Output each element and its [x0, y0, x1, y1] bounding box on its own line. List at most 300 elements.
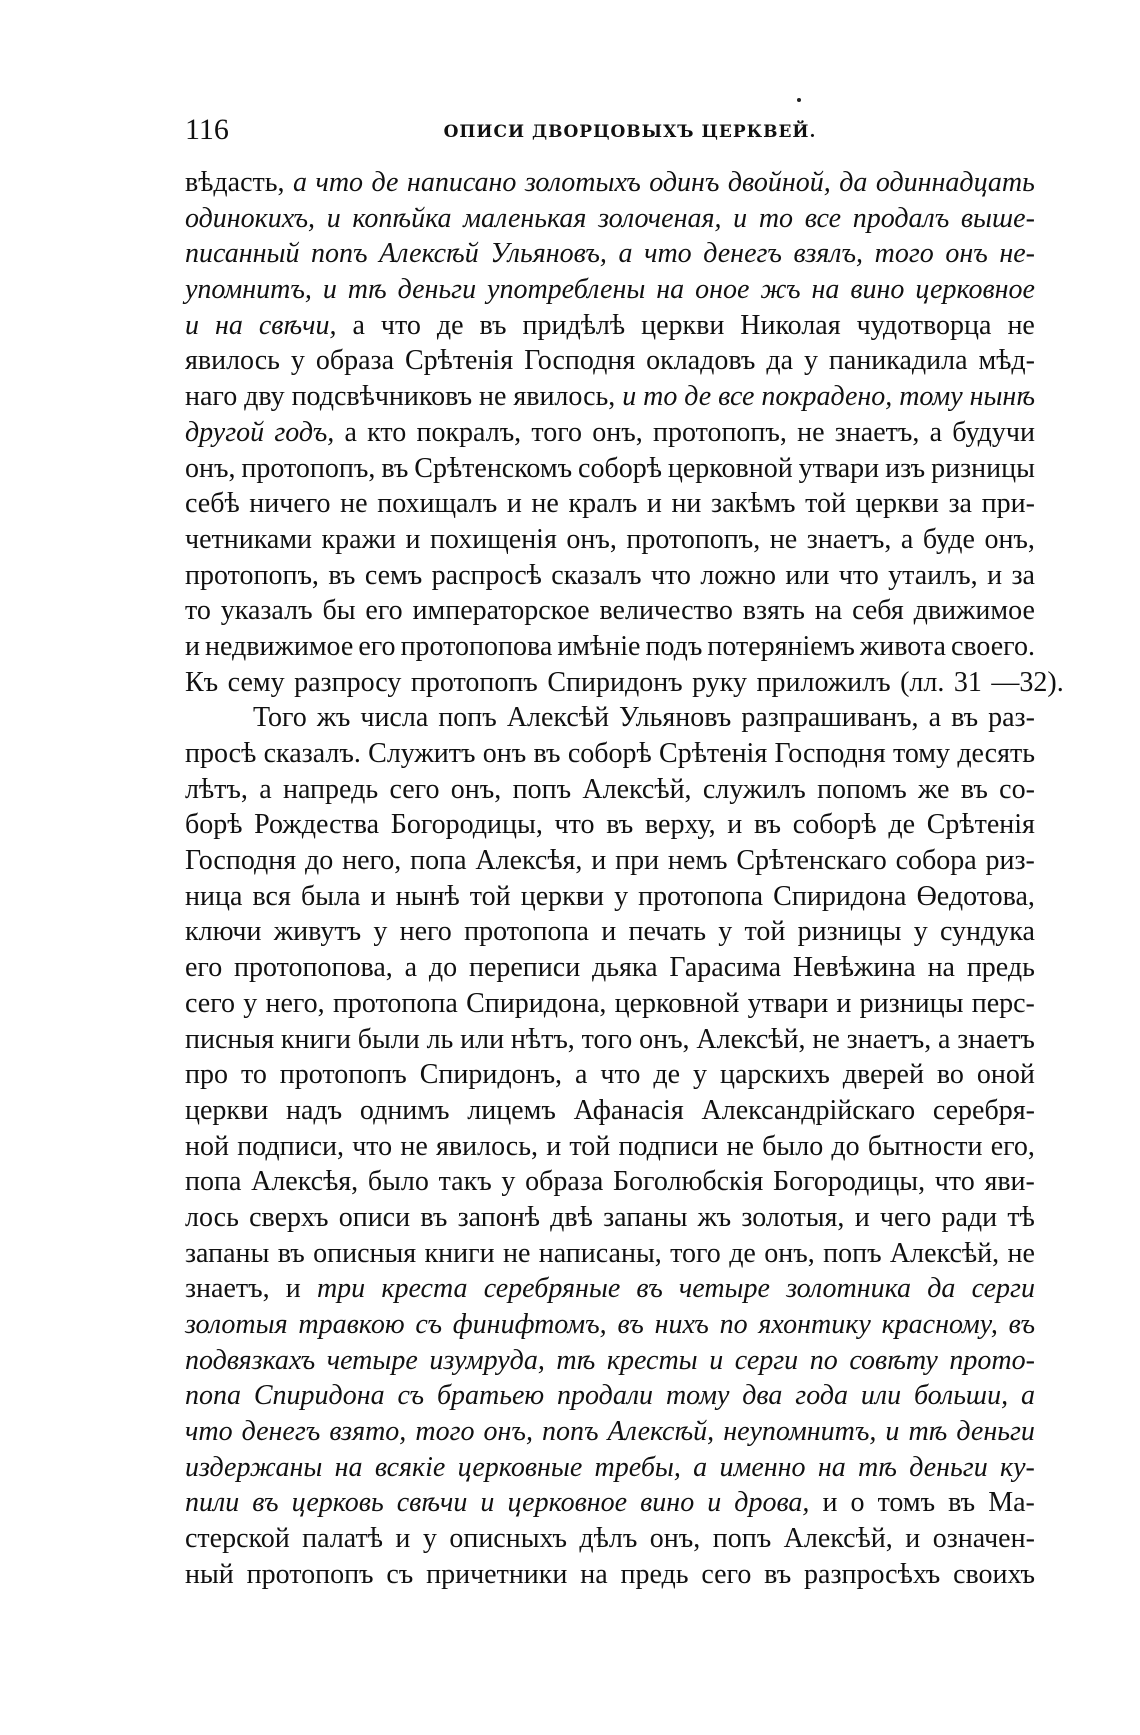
word: Афанасія: [573, 1094, 684, 1126]
text-line: [185, 308, 1035, 344]
word: знаетъ,: [846, 1023, 932, 1055]
word: церкви: [520, 880, 604, 912]
text-line: [185, 914, 1035, 950]
word: ный: [185, 1558, 234, 1590]
text-line: [185, 1307, 1035, 1343]
word: Ульяновъ,: [490, 238, 607, 270]
word: оной: [976, 1059, 1035, 1091]
word: напредь: [283, 773, 379, 805]
word: всякіе: [374, 1451, 446, 1483]
word: и: [370, 880, 386, 912]
word: Богородицы,: [390, 809, 543, 841]
word: на: [334, 1451, 363, 1483]
word: церковь: [291, 1487, 384, 1519]
word: Того: [253, 702, 307, 734]
word: вѣдасть,: [185, 167, 285, 198]
word: на: [811, 274, 840, 306]
word: и: [709, 1344, 724, 1376]
word: церкви: [641, 309, 725, 341]
word: утвари: [798, 452, 880, 484]
word: верху,: [644, 809, 716, 841]
word: онъ,: [185, 452, 236, 484]
word: подъ: [645, 630, 703, 662]
word: серебряные: [483, 1273, 621, 1305]
word: пили: [185, 1487, 240, 1519]
word: и: [646, 488, 662, 520]
word: кресты: [606, 1344, 698, 1376]
word: то: [240, 1059, 267, 1091]
word: и: [285, 1273, 301, 1305]
word: золотыя: [185, 1309, 288, 1340]
text-line: [185, 879, 1035, 915]
word: взять: [742, 595, 805, 627]
word: ку-: [1000, 1451, 1035, 1483]
text-line: [185, 201, 1035, 237]
word: нихъ: [654, 1309, 709, 1340]
word: Алексѣя,: [475, 845, 583, 877]
word: сего: [701, 1558, 752, 1590]
text-line: [185, 1378, 1035, 1414]
text-line: [185, 1271, 1035, 1307]
word: что: [600, 1059, 641, 1091]
word: что: [554, 809, 595, 841]
word: описныя: [313, 1237, 417, 1269]
word: Гарасима: [669, 952, 782, 984]
word: при: [615, 845, 660, 877]
word: попа: [185, 1380, 241, 1412]
word: Богородицы,: [773, 1166, 926, 1198]
word: у: [718, 916, 733, 948]
word: палатѣ: [302, 1523, 383, 1555]
word: нынѣ: [969, 381, 1035, 413]
word: продалъ: [852, 202, 950, 234]
word: просѣ: [185, 738, 257, 769]
word: онъ: [945, 238, 988, 270]
word: у: [803, 345, 818, 377]
word: яхонтику: [758, 1309, 871, 1340]
word: де: [653, 1059, 681, 1091]
word: сказалъ.: [263, 738, 361, 769]
word: деньги: [909, 1451, 988, 1483]
word: а: [929, 416, 943, 448]
word: то: [185, 595, 211, 627]
word: и: [601, 916, 617, 948]
word: не: [1007, 309, 1035, 341]
text-line: [185, 772, 1035, 808]
word: окладовъ: [646, 345, 756, 377]
word: ризницы: [859, 987, 964, 1019]
word: и: [905, 1523, 921, 1555]
word: онъ,: [639, 1023, 690, 1055]
word: неупомнитъ,: [723, 1416, 877, 1448]
word: попъ: [512, 773, 572, 805]
word: будучи: [952, 416, 1035, 448]
word: двойной,: [727, 167, 831, 198]
word: все: [804, 202, 842, 234]
word: Невѣжина: [792, 952, 916, 984]
word: движимое: [913, 595, 1035, 627]
text-line: [185, 1236, 1035, 1272]
word: утаилъ,: [888, 559, 978, 591]
word: Господня: [185, 845, 297, 877]
word: соборѣ: [567, 738, 652, 769]
word: четыре: [678, 1273, 770, 1305]
word: четыре: [326, 1344, 418, 1376]
text-line: [185, 1129, 1035, 1165]
word: и: [591, 845, 607, 877]
page-number: 116: [185, 113, 229, 146]
word: попъ: [823, 1237, 882, 1269]
word: про: [185, 1059, 228, 1091]
word: одинокихъ,: [185, 202, 316, 234]
word: недвижимое: [205, 630, 354, 662]
word: де: [436, 309, 464, 341]
word: у: [693, 1059, 707, 1091]
word: изъ: [885, 452, 926, 484]
word: не: [531, 488, 559, 520]
word: вино: [640, 1487, 695, 1519]
word: и: [987, 559, 1003, 591]
word: распросѣ: [431, 559, 542, 591]
word: Спиридона: [253, 1380, 385, 1412]
word: паникадила: [828, 345, 968, 377]
word: собора: [895, 845, 977, 877]
word: причетники: [426, 1558, 568, 1590]
word: по: [719, 1309, 748, 1340]
word: у: [913, 916, 928, 948]
word: а: [618, 238, 633, 270]
word: ризницы: [797, 916, 902, 948]
word: царскихъ: [719, 1059, 830, 1091]
word: въ: [948, 1487, 976, 1519]
word: 31: [953, 666, 982, 698]
running-title: ОПИСИ ДВОРЦОВЫХЪ ЦЕРКВЕЙ.: [443, 122, 817, 142]
word: у: [614, 880, 629, 912]
word: то: [758, 202, 794, 234]
word: а: [344, 416, 357, 448]
word: чудотворца: [856, 309, 992, 341]
word: образа: [525, 1166, 604, 1198]
word: Алексѣй,: [607, 1416, 715, 1448]
word: церковное: [507, 1487, 628, 1519]
word: при-: [981, 488, 1035, 520]
word: не-: [999, 238, 1035, 270]
word: что: [644, 238, 692, 270]
word: церковной: [667, 452, 793, 484]
word: копѣйка: [352, 202, 452, 234]
word: тѣ: [347, 274, 387, 306]
word: у: [501, 1166, 516, 1198]
text-line: [185, 415, 1035, 451]
word: лось: [185, 1201, 239, 1233]
word: тому: [665, 1380, 730, 1412]
word: ни: [671, 488, 702, 520]
word: буде: [922, 523, 975, 555]
word: ключи: [185, 916, 262, 948]
word: числа: [360, 702, 429, 734]
word: того: [415, 1416, 475, 1448]
word: сверхъ: [249, 1201, 329, 1233]
word: тѣ: [556, 1344, 596, 1376]
text-line: [185, 736, 1035, 772]
word: похищенія: [429, 523, 557, 555]
word: Боголюбскія: [612, 1166, 764, 1198]
word: что: [934, 1166, 975, 1198]
word: попа: [185, 1166, 242, 1198]
word: покралъ,: [416, 416, 522, 448]
word: да: [927, 1273, 956, 1305]
word: и: [322, 274, 337, 306]
word: протопопъ,: [652, 416, 787, 448]
word: изумруда,: [429, 1344, 545, 1376]
text-line: [185, 1414, 1035, 1450]
word: де: [729, 1237, 756, 1269]
word: въ: [951, 702, 979, 734]
word: у: [243, 987, 258, 1019]
word: подвязкахъ: [185, 1344, 316, 1376]
word: (лл.: [900, 666, 945, 698]
word: онъ,: [649, 1523, 701, 1555]
word: писныя: [185, 1023, 275, 1055]
word: что: [185, 1416, 233, 1448]
word: съ: [415, 1309, 442, 1340]
word: не: [769, 523, 798, 555]
word: Срѣтенскаго: [736, 845, 887, 877]
word: въ: [277, 1237, 305, 1269]
word: Срѣтенія: [926, 809, 1035, 841]
word: что: [315, 167, 364, 198]
word: попомъ: [817, 773, 907, 805]
word: Алексѣй: [379, 238, 479, 270]
word: руку: [692, 666, 748, 698]
word: бы: [322, 595, 356, 627]
word: другой: [185, 416, 265, 448]
word: него,: [342, 845, 402, 877]
word: денегъ: [241, 1416, 321, 1448]
word: написано: [406, 167, 517, 198]
word: Спиридонъ,: [419, 1059, 563, 1091]
word: и: [733, 202, 748, 234]
word: онъ: [482, 738, 527, 769]
word: покрадено,: [761, 381, 893, 413]
word: а: [938, 1023, 951, 1055]
word: разпрашиванъ,: [741, 702, 919, 734]
word: попъ: [542, 1416, 599, 1448]
word: того: [531, 416, 583, 448]
word: на: [927, 952, 955, 984]
word: себѣ: [185, 488, 240, 520]
word: не: [340, 488, 368, 520]
word: разпросѣхъ: [804, 1558, 941, 1590]
word: сундука: [940, 916, 1035, 948]
word: тѣ: [1007, 1201, 1035, 1233]
word: братьею: [436, 1380, 545, 1412]
word: тому: [899, 381, 963, 413]
word: утвари: [747, 987, 829, 1019]
word: Алексѣя,: [251, 1166, 359, 1198]
word: имѣніе: [557, 630, 641, 662]
word: ризницы: [931, 452, 1035, 484]
word: образа: [315, 345, 394, 377]
word: стерской: [185, 1523, 290, 1555]
word: финифтомъ,: [452, 1309, 607, 1340]
word: и: [727, 809, 743, 841]
word: не: [479, 381, 507, 413]
word: года: [795, 1380, 848, 1412]
text-line: [185, 1200, 1035, 1236]
word: креста: [381, 1273, 468, 1305]
page-header: [185, 113, 1035, 157]
word: Спиридона,: [466, 987, 607, 1019]
word: Къ: [185, 666, 219, 698]
word: закѣмъ: [711, 488, 796, 520]
word: Спиридона: [773, 880, 907, 912]
word: Срѣтенскомъ: [414, 452, 573, 484]
word: Алексѣй,: [889, 1237, 1000, 1269]
text-line: [185, 629, 1035, 665]
word: одиннадцать: [875, 167, 1035, 198]
word: въ: [381, 452, 409, 484]
word: онъ,: [984, 523, 1035, 555]
word: риз-: [985, 845, 1035, 877]
word: протопопа: [464, 916, 589, 948]
word: означен-: [932, 1523, 1035, 1555]
word: знаетъ,: [834, 416, 920, 448]
word: больши,: [913, 1380, 1009, 1412]
word: живота: [859, 630, 946, 662]
word: по: [809, 1344, 838, 1376]
word: деньги: [397, 274, 477, 306]
word: красному,: [881, 1309, 998, 1340]
word: золотника: [786, 1273, 912, 1305]
word: нынѣ: [395, 880, 460, 912]
word: то: [643, 381, 678, 413]
word: протопопъ,: [185, 559, 319, 591]
word: похищалъ: [377, 488, 498, 520]
text-line: [185, 236, 1035, 272]
word: онъ,: [592, 416, 643, 448]
word: попъ: [712, 1523, 772, 1555]
word: церковной: [614, 987, 740, 1019]
word: на: [817, 1451, 846, 1483]
word: Ма-: [988, 1487, 1035, 1519]
word: не: [1007, 1237, 1035, 1269]
word: —32).: [991, 666, 1064, 698]
word: предь: [620, 1558, 689, 1590]
word: томъ: [877, 1487, 936, 1519]
word: кражи: [321, 523, 396, 555]
word: Рождества: [254, 809, 380, 841]
word: предь: [966, 952, 1035, 984]
text-line: [185, 986, 1035, 1022]
word: попъ: [311, 238, 368, 270]
word: чего: [879, 1201, 932, 1233]
word: нѣтъ,: [510, 1023, 575, 1055]
word: написаны,: [538, 1237, 662, 1269]
word: церкви: [855, 488, 939, 520]
word: ничего: [249, 488, 331, 520]
word: что: [352, 1130, 393, 1162]
word: денегъ: [703, 238, 782, 270]
word: о: [850, 1487, 865, 1519]
word: маленькая: [463, 202, 587, 234]
word: надъ: [285, 1094, 343, 1126]
word: раз-: [988, 702, 1035, 734]
word: золотыхъ: [524, 167, 641, 198]
text-line: [185, 843, 1035, 879]
text-line: [185, 807, 1035, 843]
page-body: [185, 165, 1064, 1593]
word: что: [838, 559, 879, 591]
word: за: [948, 488, 972, 520]
word: того: [670, 1237, 721, 1269]
word: въ: [420, 1201, 448, 1233]
word: или: [785, 559, 830, 591]
word: протопопа: [332, 987, 458, 1019]
word: дверей: [842, 1059, 924, 1091]
word: а: [293, 167, 307, 198]
word: на: [814, 595, 843, 627]
text-line: [185, 272, 1035, 308]
word: не: [726, 1130, 754, 1162]
word: жъ: [760, 274, 801, 306]
word: а: [900, 523, 914, 555]
word: немъ: [667, 845, 728, 877]
word: мѣд-: [978, 345, 1035, 377]
word: и: [506, 488, 522, 520]
text-line: [185, 1485, 1035, 1521]
word: церковные: [457, 1451, 583, 1483]
word: въ: [617, 1309, 644, 1340]
word: борѣ: [185, 809, 243, 841]
word: Алексѣй,: [696, 1023, 806, 1055]
word: де: [684, 381, 712, 413]
word: Николая: [740, 309, 841, 341]
word: лицемъ: [467, 1094, 556, 1126]
word: соборѣ: [792, 809, 877, 841]
word: протопопа: [638, 880, 764, 912]
text-line: [185, 1164, 1035, 1200]
word: Господня: [774, 738, 886, 769]
word: сказалъ: [551, 559, 642, 591]
word: ница: [185, 880, 243, 912]
word: его,: [990, 1130, 1035, 1162]
word: ль: [426, 1023, 454, 1055]
word: той: [744, 916, 786, 948]
word: сего: [389, 773, 440, 805]
text-line: [185, 1022, 1035, 1058]
word: сего: [185, 987, 235, 1019]
word: взято,: [329, 1416, 407, 1448]
text-line: [185, 451, 1035, 487]
word: де: [371, 167, 399, 198]
word: съ: [386, 1558, 414, 1590]
word: въ: [754, 809, 782, 841]
word: въ: [636, 1273, 663, 1305]
word: что: [650, 559, 691, 591]
word: своихъ: [953, 1558, 1035, 1590]
word: въ: [328, 559, 356, 591]
text-line: [185, 486, 1035, 522]
word: однимъ: [359, 1094, 450, 1126]
text-line: [185, 593, 1035, 629]
word: и: [854, 1201, 870, 1233]
word: были: [357, 1023, 420, 1055]
word: онъ,: [450, 773, 502, 805]
word: или: [460, 1023, 505, 1055]
word: дрова,: [734, 1487, 810, 1519]
word: соборѣ: [578, 452, 662, 484]
